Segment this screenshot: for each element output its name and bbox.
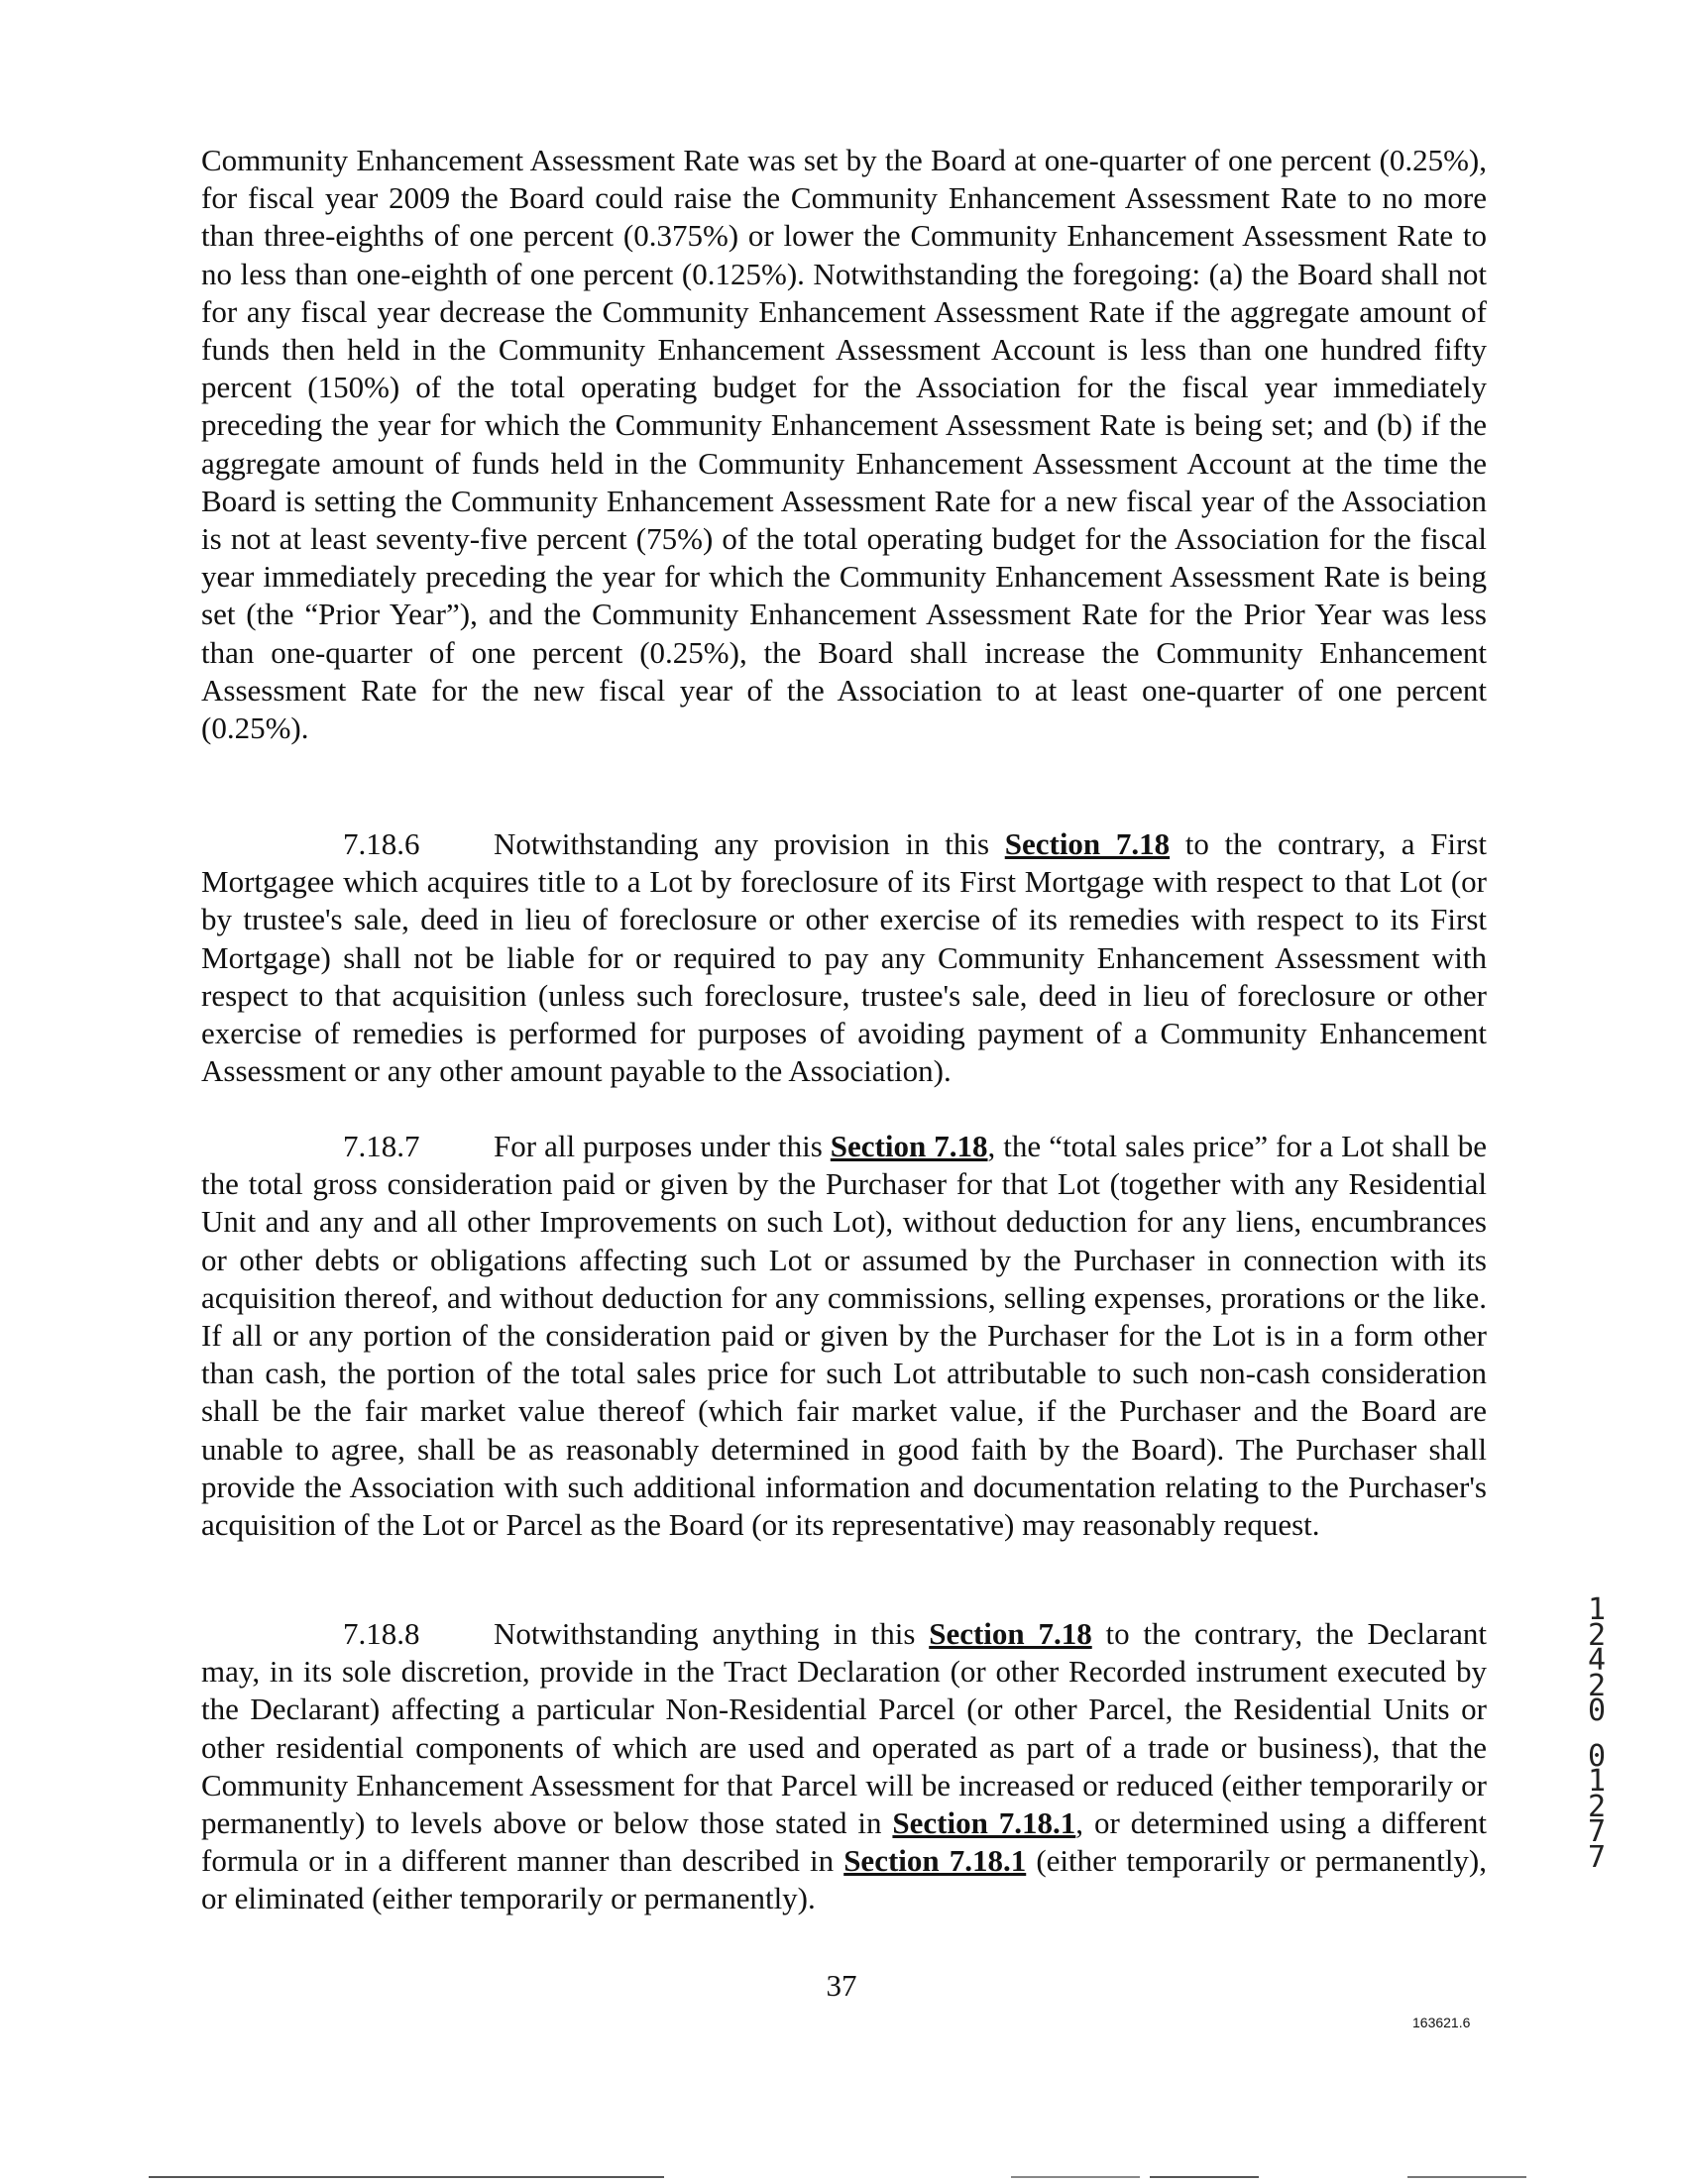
paragraph-text: Notwithstanding any provision in this <box>494 826 1005 861</box>
paragraph-7-18-7 <box>201 1128 1487 1544</box>
recording-digit: 7 <box>1587 1814 1607 1849</box>
scan-edge-line <box>1407 2176 1526 2178</box>
paragraph-text: , or determined using a different formula or in a different manner than described in <box>201 1805 1487 1879</box>
recording-digit: 7 <box>1587 1839 1607 1875</box>
paragraph-text: to the contrary, a First Mortgagee which acquires title to a Lot by foreclosure of its First Mortgage with respect to that Lot (or by trustee's sale, deed in lieu of foreclosure or other exercise of its remedies with respect to its First Mortgage) shall not be liable for or required to pay any Community Enhancement Assessment with respect to that acquisition (unless such foreclosure, trustee's sale, deed in lieu of foreclosure or other exercise of remedies is performed for purposes of avoiding payment of a Community Enhancement Assessment or any other amount payable to the Association). <box>201 826 1488 1089</box>
recording-digit: 0 <box>1587 1693 1607 1728</box>
section-reference: Section 7.18.1 <box>892 1805 1076 1841</box>
section-reference: Section 7.18 <box>929 1616 1092 1651</box>
recording-digit: 1 <box>1587 1592 1607 1627</box>
document-id: 163621.6 <box>1412 2015 1471 2030</box>
recording-digit: 4 <box>1587 1643 1607 1678</box>
section-reference: Section 7.18.1 <box>843 1843 1027 1879</box>
section-reference: Section 7.18 <box>1004 826 1171 861</box>
recording-digit: 2 <box>1587 1668 1607 1703</box>
recording-digit: 2 <box>1587 1789 1607 1824</box>
scan-edge-line <box>1011 2176 1140 2178</box>
scan-edge-line <box>1150 2176 1259 2178</box>
recording-digit: 1 <box>1587 1764 1607 1799</box>
section-number: 7.18.6 <box>343 826 420 861</box>
paragraph-text: to the contrary, the Declarant may, in its sole discretion, provide in the Tract Declaration (or other Recorded instrument executed by the Declarant) affecting a particular Non-Residential Parcel (or other Parcel, the Residential Units or other residential components of which are used and operated as part of a trade or business), that the Community Enhancement Assessment for that Parcel will be increased or reduced (either temporarily or permanently) to levels above or below those stated in <box>201 1616 1487 1841</box>
section-number: 7.18.7 <box>343 1129 420 1163</box>
paragraph-continued: Community Enhancement Assessment Rate was set by the Board at one-quarter of one percent (0.25%), for fiscal year 2009 the Board could raise the Community Enhancement Assessment Rate to no more than three-eighths of one percent (0.375%) or lower the Community Enhancement Assessment Rate to no less than one-eighth of one percent (0.125%). Notwithstanding the foregoing: (a) the Board shall not for any fiscal year decrease the Community Enhancement Assessment Rate if the aggregate amount of funds then held in the Community Enhancement Assessment Account is less than one hundred fifty percent (150%) of the total operating budget for the Association for the fiscal year immediately preceding the year for which the Community Enhancement Assessment Rate is being set; and (b) if the aggregate amount of funds held in the Community Enhancement Assessment Account at the time the Board is setting the Community Enhancement Assessment Rate for a new fiscal year of the Association is not at least seventy-five percent (75%) of the total operating budget for the Association for the fiscal year immediately preceding the year for which the Community Enhancement Assessment Rate is being set (the “Prior Year”), and the Community Enhancement Assessment Rate for the Prior Year was less than one-quarter of one percent (0.25%), the Board shall increase the Community Enhancement Assessment Rate for the new fiscal year of the Association to at least one-quarter of one percent (0.25%). <box>201 143 1487 746</box>
paragraph-7-18-6 <box>201 825 1487 1090</box>
paragraph-text: For all purposes under this <box>494 1129 831 1163</box>
recording-digit: 2 <box>1587 1617 1607 1653</box>
recording-digit: 0 <box>1587 1738 1607 1774</box>
paragraph-7-18-8 <box>201 1615 1487 1918</box>
scan-edge-line <box>149 2176 664 2178</box>
section-number: 7.18.8 <box>343 1616 420 1651</box>
paragraph-text: , the “total sales price” for a Lot shall be the total gross consideration paid or given by the Purchaser for that Lot (together with any Residential Unit and any and all other Improvements on such Lot), without deduction for any liens, encumbrances or other debts or obligations affecting such Lot or assumed by the Purchaser in connection with its acquisition thereof, and without deduction for any commissions, selling expenses, prorations or the like. If all or any portion of the consideration paid or given by the Purchaser for the Lot is in a form other than cash, the portion of the total sales price for such Lot attributable to such non-cash consideration shall be the fair market value thereof (which fair market value, if the Purchaser and the Board are unable to agree, shall be as reasonably determined in good faith by the Board). The Purchaser shall provide the Association with such additional information and documentation relating to the Purchaser's acquisition of the Lot or Parcel as the Board (or its representative) may reasonably request. <box>201 1129 1488 1543</box>
recording-number-stamp <box>1584 1592 1610 1875</box>
section-reference: Section 7.18 <box>830 1129 988 1163</box>
paragraph-text: (either temporarily or permanently), or eliminated (either temporarily or permanently). <box>201 1843 1488 1916</box>
paragraph-text: Notwithstanding anything in this <box>494 1616 930 1651</box>
page-number: 37 <box>826 1968 857 2003</box>
